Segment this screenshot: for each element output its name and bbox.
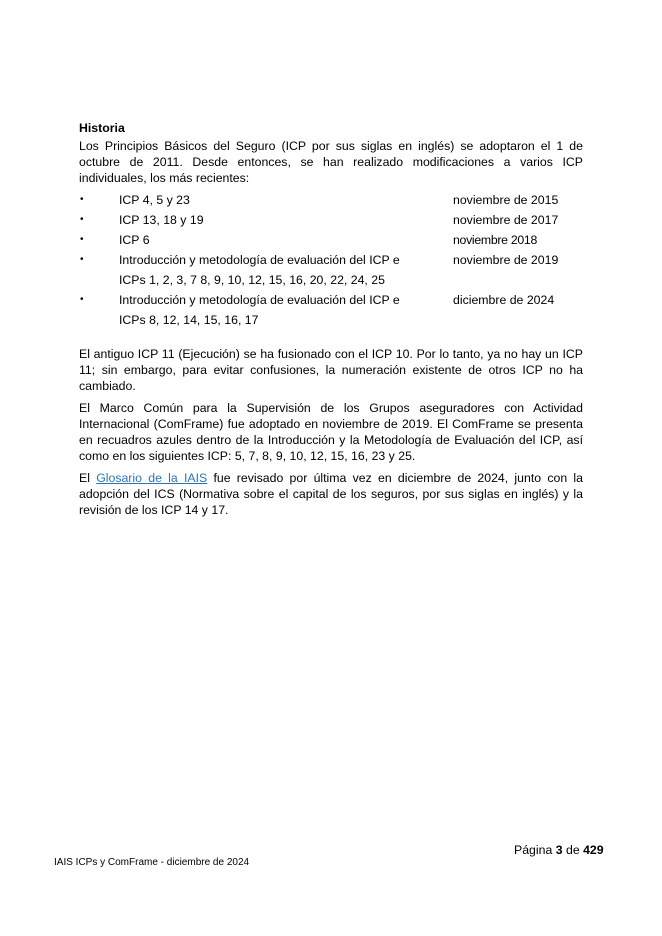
revision-date: noviembre de 2019 [453,253,559,267]
revision-date: diciembre de 2024 [453,293,555,307]
revision-description [119,292,453,328]
revision-description [119,232,453,248]
page-number [514,843,604,857]
bullet-icon: • [80,194,84,205]
glossary-suffix: fue revisado por última vez en diciembre de 2024, junto con la adopción del ICS (Normativa sobre el capital de los seguros, por sus siglas en inglés) y la revisión de los ICP 14 y 17. [79,471,583,517]
list-item [79,252,583,288]
revision-description-line: ICP 6 [119,233,150,247]
revision-date: noviembre 2018 [453,233,537,247]
revision-description-line: ICP 13, 18 y 19 [119,213,204,227]
page-label: Página [514,843,553,857]
revision-date: noviembre de 2015 [453,193,559,207]
current-page: 3 [555,843,563,857]
bullet-icon: • [80,234,84,245]
total-pages: 429 [583,843,604,857]
icp11-paragraph: El antiguo ICP 11 (Ejecución) se ha fusionado con el ICP 10. Por lo tanto, ya no hay un ICP 11; sin embargo, para evitar confusiones, la numeración existente de otros ICP no ha cambiado. [79,347,583,393]
list-item [79,292,583,328]
revision-description [119,252,453,288]
revision-description-line: Introducción y metodología de evaluación del ICP e [119,293,400,307]
spacer [79,332,583,346]
bullet-icon: • [80,294,84,305]
revision-description-line: Introducción y metodología de evaluación del ICP e [119,253,400,267]
section-heading: Historia [79,121,125,135]
list-item [79,212,583,228]
footer-text: IAIS ICPs y ComFrame - diciembre de 2024 [54,857,250,868]
revision-description [119,192,453,208]
intro-paragraph: Los Principios Básicos del Seguro (ICP por sus siglas en inglés) se adoptaron el 1 de octubre de 2011. Desde entonces, se han realizado modificaciones a varios ICP individuales, los más recientes: [79,139,583,185]
revision-description [119,212,453,228]
glossary-link[interactable]: Glosario de la IAIS [96,471,208,485]
glossary-paragraph [79,470,583,518]
bullet-icon: • [80,254,84,265]
revision-description-line: ICPs 1, 2, 3, 7 8, 9, 10, 12, 15, 16, 20, 22, 24, 25 [119,273,385,287]
revision-description-line: ICP 4, 5 y 23 [119,193,190,207]
revision-list [79,192,583,328]
revision-date: noviembre de 2017 [453,213,559,227]
comframe-paragraph: El Marco Común para la Supervisión de los Grupos aseguradores con Actividad Internacional (ComFrame) fue adoptado en noviembre de 2019. El ComFrame se presenta en recuadros azules dentro de la Introducción y la Metodología de Evaluación del ICP, así como en los siguientes ICP: 5, 7, 8, 9, 10, 12, 15, 16, 23 y 25. [79,401,583,463]
bullet-icon: • [80,214,84,225]
list-item [79,232,583,248]
list-item [79,192,583,208]
page-separator: de [565,843,580,857]
glossary-prefix: El [79,471,97,485]
history-section [79,120,583,524]
revision-description-line: ICPs 8, 12, 14, 15, 16, 17 [119,313,259,327]
